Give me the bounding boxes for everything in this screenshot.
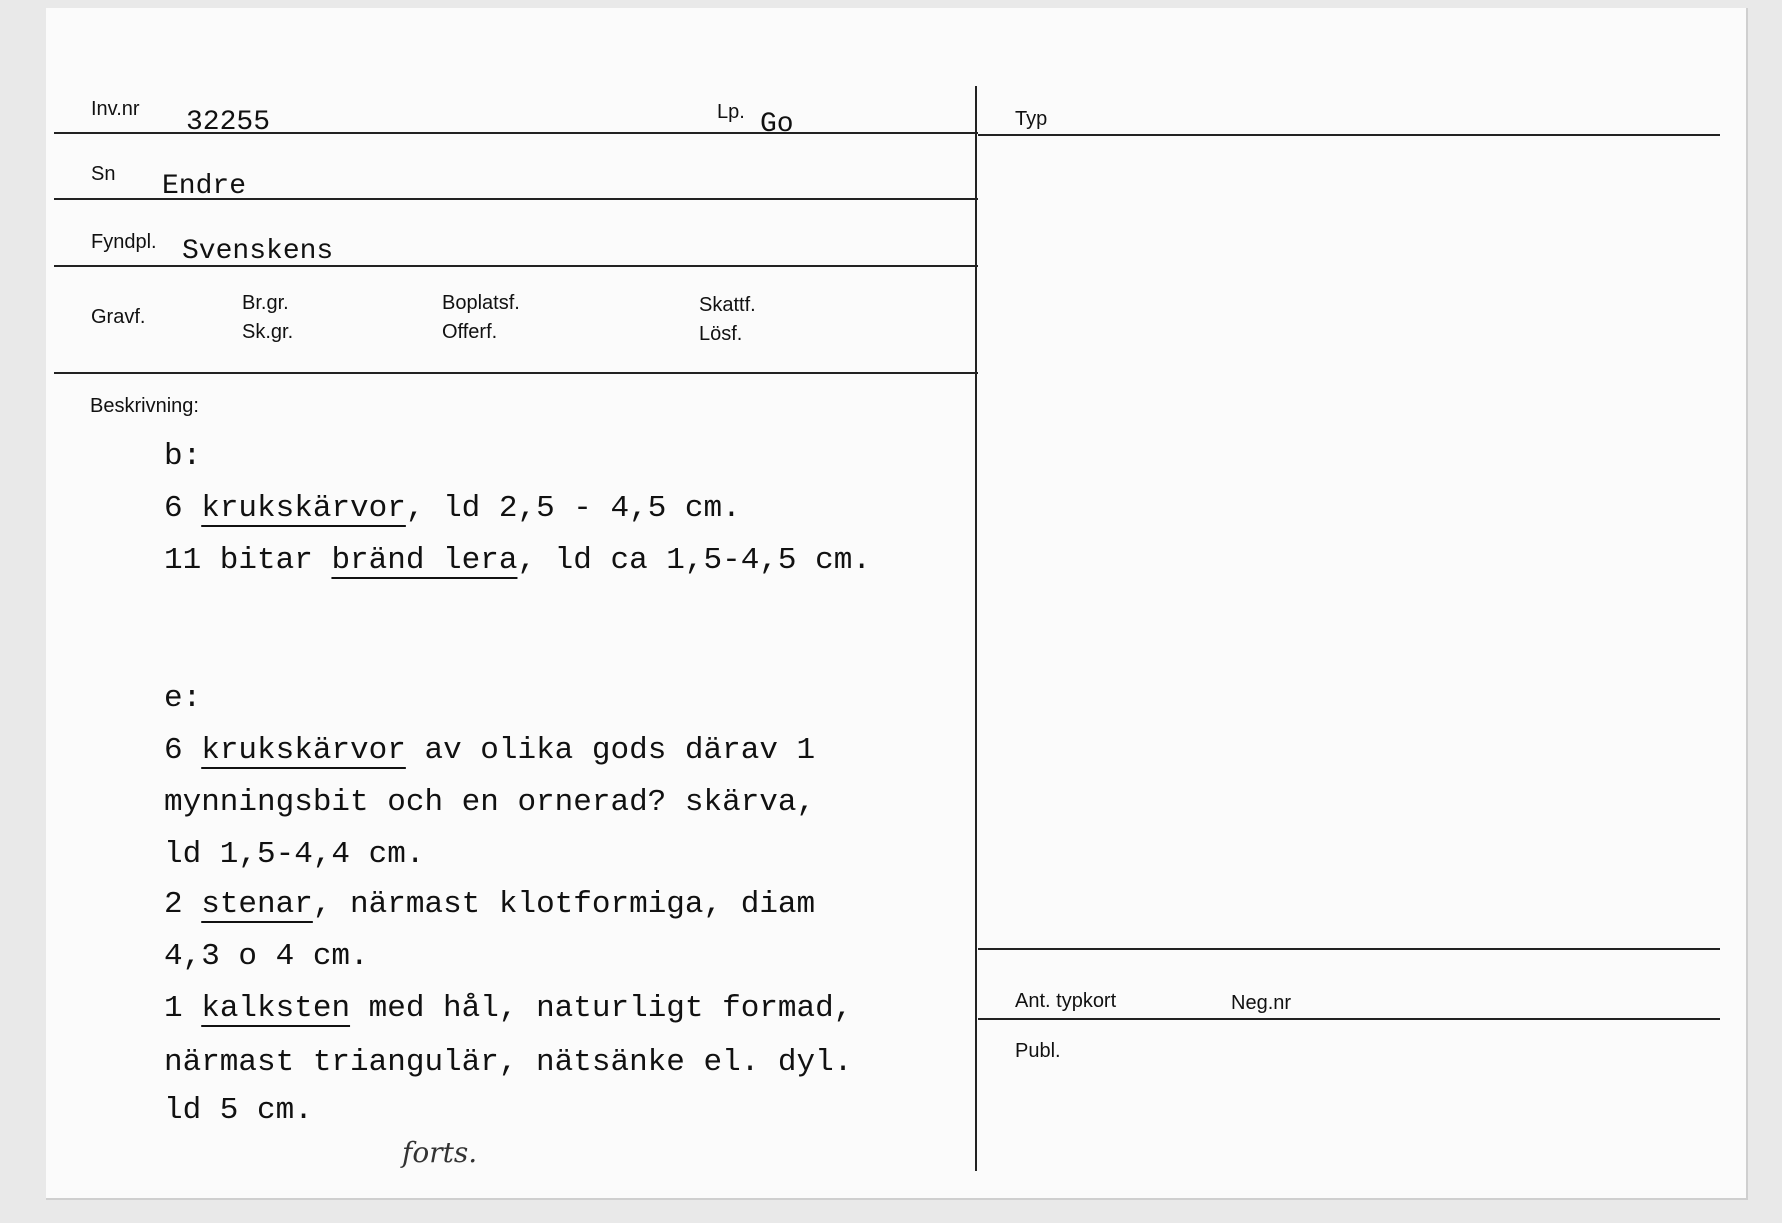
br-gr-label: Br.gr. — [242, 292, 289, 314]
inv-nr-label: Inv.nr — [91, 98, 140, 120]
term-krukskarvor-2: krukskärvor — [201, 733, 406, 768]
offerf-label: Offerf. — [442, 321, 498, 343]
sn-label: Sn — [91, 163, 116, 185]
desc-e-line2: mynningsbit och en ornerad? skärva, — [164, 785, 816, 820]
fyndpl-value: Svenskens — [182, 236, 334, 267]
boplatsf-label: Boplatsf. — [442, 292, 520, 314]
desc-e-line3: ld 1,5-4,4 cm. — [164, 837, 425, 872]
lp-label: Lp. — [717, 101, 745, 123]
beskrivning-label: Beskrivning: — [90, 395, 199, 417]
show-through-shadow — [1286, 148, 1706, 1008]
column-divider — [975, 86, 977, 1171]
neg-nr-label: Neg.nr — [1231, 992, 1292, 1014]
desc-e-heading: e: — [164, 681, 202, 716]
term-kalksten: kalksten — [201, 991, 351, 1026]
handwritten-forts: forts. — [402, 1136, 478, 1169]
losf-label: Lösf. — [699, 323, 743, 345]
desc-e-line8: ld 5 cm. — [164, 1093, 313, 1128]
fyndpl-label: Fyndpl. — [91, 231, 157, 253]
desc-e-line1: 6 krukskärvor av olika gods därav 1 — [164, 733, 816, 768]
skattf-label: Skattf. — [699, 294, 756, 316]
sk-gr-label: Sk.gr. — [242, 321, 294, 343]
lp-value: Go — [760, 109, 794, 140]
desc-b-line2: 11 bitar bränd lera, ld ca 1,5-4,5 cm. — [164, 543, 871, 578]
desc-e-line6: 1 kalksten med hål, naturligt formad, — [164, 991, 853, 1026]
desc-e-line4: 2 stenar, närmast klotformiga, diam — [164, 887, 816, 922]
desc-b-line1: 6 krukskärvor, ld 2,5 - 4,5 cm. — [164, 491, 741, 526]
desc-e-line5: 4,3 o 4 cm. — [164, 939, 369, 974]
rule-typ-row — [978, 134, 1720, 136]
catalog-card — [46, 8, 1748, 1200]
rule-typkort-bottom — [978, 1018, 1720, 1020]
rule-typkort-top — [978, 948, 1720, 950]
ant-typkort-label: Ant. typkort — [1015, 990, 1117, 1012]
publ-label: Publ. — [1015, 1040, 1061, 1062]
desc-e-line7: närmast triangulär, nätsänke el. dyl. — [164, 1045, 853, 1080]
term-brand-lera: bränd lera — [331, 543, 518, 578]
desc-b-heading: b: — [164, 439, 202, 474]
typ-label: Typ — [1015, 108, 1048, 130]
term-stenar: stenar — [201, 887, 313, 922]
rule-gravf-row — [54, 372, 978, 374]
sn-value: Endre — [162, 171, 247, 202]
gravf-label: Gravf. — [91, 306, 146, 328]
term-krukskarvor: krukskärvor — [201, 491, 406, 526]
inv-nr-value: 32255 — [186, 107, 271, 138]
